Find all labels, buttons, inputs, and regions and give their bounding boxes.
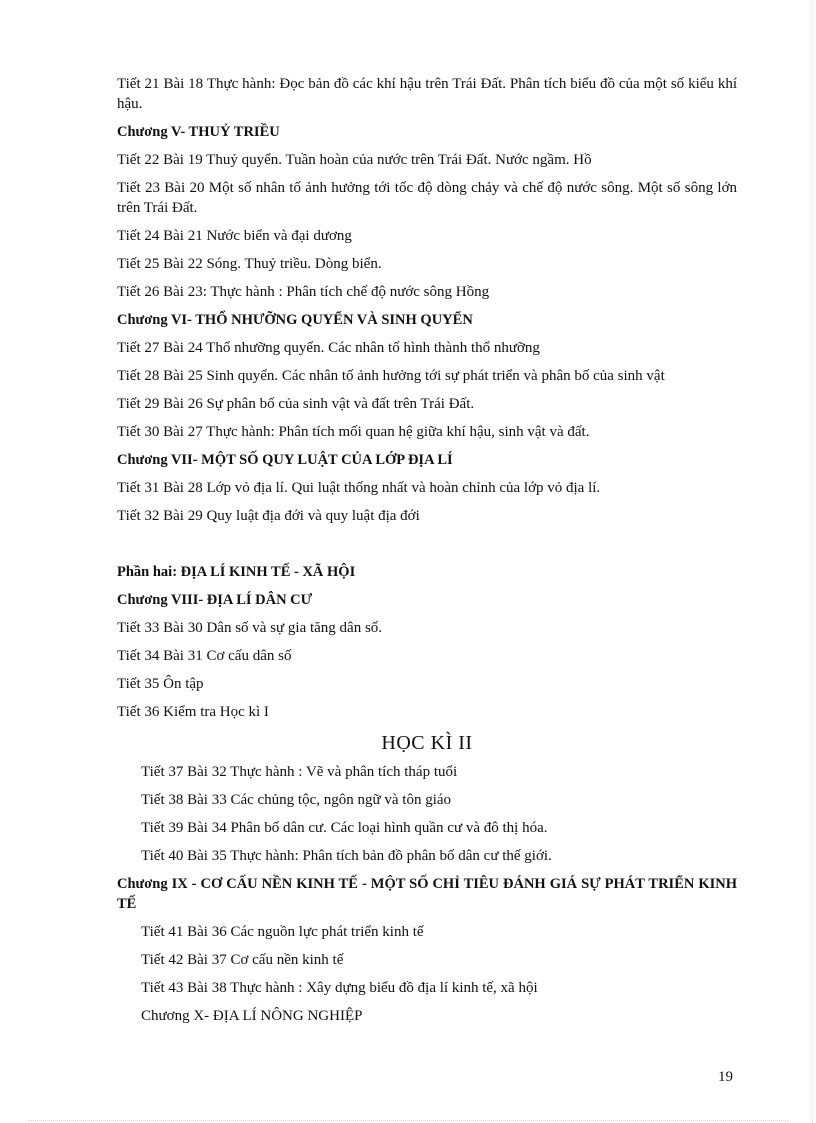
lesson-33: Tiết 33 Bài 30 Dân số và sự gia tăng dân số. [117, 620, 383, 636]
lesson-27: Tiết 27 Bài 24 Thổ nhưỡng quyển. Các nhân tố hình thành thổ nhưỡng [117, 340, 540, 356]
page-bottom-border [28, 1120, 788, 1121]
lesson-35: Tiết 35 Ôn tập [117, 676, 204, 692]
lesson-42: Tiết 42 Bài 37 Cơ cấu nền kinh tế [141, 952, 344, 968]
semester-2-heading: HỌC KÌ II [381, 732, 473, 754]
lesson-32: Tiết 32 Bài 29 Quy luật địa đới và quy luật địa đới [117, 508, 420, 524]
chapter-10-heading: Chương X- ĐỊA LÍ NÔNG NGHIỆP [141, 1008, 363, 1024]
lesson-41: Tiết 41 Bài 36 Các nguồn lực phát triển kinh tế [141, 924, 424, 940]
lesson-22: Tiết 22 Bài 19 Thuỷ quyển. Tuần hoàn của nước trên Trái Đất. Nước ngầm. Hồ [117, 152, 592, 168]
section-spacer [117, 534, 737, 562]
lesson-36: Tiết 36 Kiểm tra Học kì I [117, 704, 269, 720]
lesson-29: Tiết 29 Bài 26 Sự phân bố của sinh vật và đất trên Trái Đất. [117, 396, 475, 412]
page-right-border [812, 0, 813, 1123]
lesson-39: Tiết 39 Bài 34 Phân bố dân cư. Các loại hình quần cư và đô thị hóa. [141, 820, 548, 836]
lesson-31: Tiết 31 Bài 28 Lớp vỏ địa lí. Qui luật thống nhất và hoàn chỉnh của lớp vỏ địa lí. [117, 480, 601, 496]
lesson-26: Tiết 26 Bài 23: Thực hành : Phân tích chế độ nước sông Hồng [117, 284, 490, 300]
page-number: 19 [718, 1069, 733, 1085]
lesson-43: Tiết 43 Bài 38 Thực hành : Xây dựng biểu đồ địa lí kinh tế, xã hội [141, 980, 538, 996]
chapter-5-heading: Chương V- THUỶ TRIỀU [117, 124, 280, 140]
lesson-28: Tiết 28 Bài 25 Sinh quyển. Các nhân tố ảnh hưởng tới sự phát triển và phân bố của sinh vật [117, 368, 665, 384]
lesson-37: Tiết 37 Bài 32 Thực hành : Vẽ và phân tích tháp tuổi [141, 764, 458, 780]
lesson-23: Tiết 23 Bài 20 Một số nhân tố ảnh hưởng tới tốc độ dòng chảy và chế độ nước sông. Một số sông lớn trên Trái Đất. [117, 180, 737, 216]
lesson-24: Tiết 24 Bài 21 Nước biển và đại dương [117, 228, 352, 244]
chapter-6-heading: Chương VI- THỔ NHƯỠNG QUYỂN VÀ SINH QUYỂN [117, 312, 473, 328]
lesson-25: Tiết 25 Bài 22 Sóng. Thuỷ triều. Dòng biển. [117, 256, 382, 272]
lesson-40: Tiết 40 Bài 35 Thực hành: Phân tích bản đồ phân bố dân cư thế giới. [141, 848, 552, 864]
part-2-heading: Phần hai: ĐỊA LÍ KINH TẾ - XÃ HỘI [117, 564, 356, 580]
lesson-plan-content [117, 74, 737, 1026]
lesson-38: Tiết 38 Bài 33 Các chủng tộc, ngôn ngữ và tôn giáo [141, 792, 452, 808]
lesson-34: Tiết 34 Bài 31 Cơ cấu dân số [117, 648, 292, 664]
chapter-8-heading: Chương VIII- ĐỊA LÍ DÂN CƯ [117, 592, 313, 608]
lesson-30: Tiết 30 Bài 27 Thực hành: Phân tích mối quan hệ giữa khí hậu, sinh vật và đất. [117, 424, 590, 440]
chapter-7-heading: Chương VII- MỘT SỐ QUY LUẬT CỦA LỚP ĐỊA LÍ [117, 452, 453, 468]
lesson-21: Tiết 21 Bài 18 Thực hành: Đọc bản đồ các khí hậu trên Trái Đất. Phân tích biểu đồ của một số kiểu khí hậu. [117, 76, 737, 112]
chapter-9-heading: Chương IX - CƠ CẤU NỀN KINH TẾ - MỘT SỐ CHỈ TIÊU ĐÁNH GIÁ SỰ PHÁT TRIỂN KINH TẾ [117, 876, 737, 912]
